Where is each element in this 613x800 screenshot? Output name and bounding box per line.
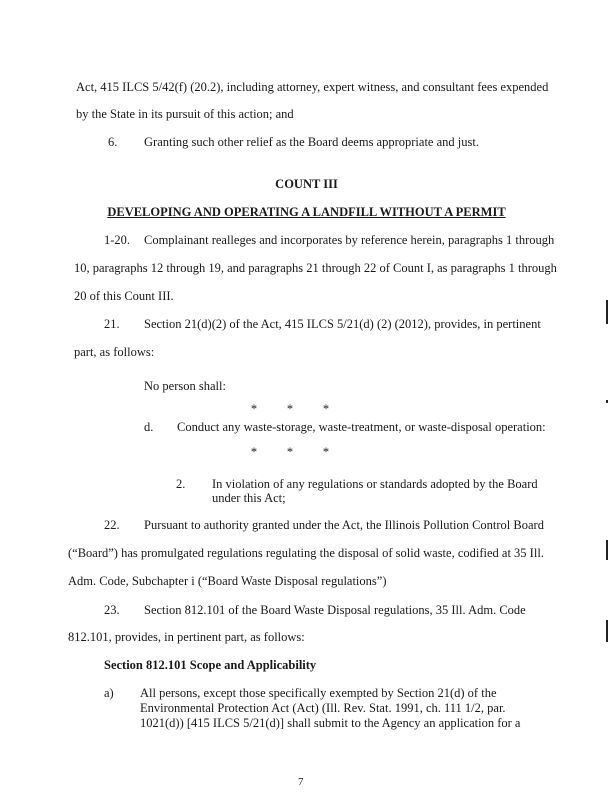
ellipsis-star: * <box>250 445 258 459</box>
page-number: 7 <box>298 776 304 788</box>
scan-edge-mark <box>606 400 608 403</box>
text-line: Section 21(d)(2) of the Act, 415 ILCS 5/21(d) (2) (2012), provides, in pertinent <box>144 317 541 331</box>
text-line: Pursuant to authority granted under the Act, the Illinois Pollution Control Board <box>144 518 544 532</box>
ellipsis-stars <box>236 402 344 417</box>
text-line: 20 of this Count III. <box>74 289 174 303</box>
scan-edge-mark <box>606 620 608 642</box>
quote-line: Conduct any waste-storage, waste-treatment, or waste-disposal operation: <box>177 420 546 434</box>
text-line: by the State in its pursuit of this action; and <box>76 107 294 121</box>
quote-item-number: 2. <box>176 477 186 491</box>
ellipsis-stars <box>236 445 344 460</box>
ellipsis-star: * <box>322 402 330 416</box>
text-line: 812.101, provides, in pertinent part, as follows: <box>68 630 305 644</box>
count-title: DEVELOPING AND OPERATING A LANDFILL WITHOUT A PERMIT <box>107 205 506 219</box>
ellipsis-star: * <box>286 402 294 416</box>
paragraph-number: 23. <box>104 603 120 617</box>
quote-line: Environmental Protection Act (Act) (Ill. Rev. Stat. 1991, ch. 111 1/2, par. <box>140 701 506 715</box>
text-line: Granting such other relief as the Board deems appropriate and just. <box>144 135 479 149</box>
scan-edge-mark <box>606 300 608 324</box>
quote-item-letter: a) <box>104 686 114 700</box>
text-line: Section 812.101 of the Board Waste Disposal regulations, 35 Ill. Adm. Code <box>144 603 526 617</box>
ellipsis-star: * <box>322 445 330 459</box>
text-line: 10, paragraphs 12 through 19, and paragraphs 21 through 22 of Count I, as paragraphs 1 through <box>74 261 557 275</box>
paragraph-number: 1-20. <box>104 233 131 247</box>
text-line: Adm. Code, Subchapter i (“Board Waste Disposal regulations”) <box>68 574 387 588</box>
count-heading: COUNT III <box>275 177 338 191</box>
section-heading: Section 812.101 Scope and Applicability <box>104 658 317 672</box>
text-line: Complainant realleges and incorporates by reference herein, paragraphs 1 through <box>144 233 555 247</box>
text-line: part, as follows: <box>74 345 155 359</box>
quote-line: In violation of any regulations or standards adopted by the Board <box>212 477 538 491</box>
quote-line: 1021(d)) [415 ILCS 5/21(d)] shall submit to the Agency an application for a <box>140 716 521 730</box>
text-line: Act, 415 ILCS 5/42(f) (20.2), including attorney, expert witness, and consultant fees expended <box>76 80 549 94</box>
ellipsis-star: * <box>250 402 258 416</box>
scan-edge-mark <box>606 540 608 560</box>
ellipsis-star: * <box>286 445 294 459</box>
paragraph-number: 21. <box>104 317 120 331</box>
quote-line: All persons, except those specifically exempted by Section 21(d) of the <box>140 686 497 700</box>
paragraph-number: 22. <box>104 518 120 532</box>
quote-line: under this Act; <box>212 491 286 505</box>
quote-item-letter: d. <box>144 420 154 434</box>
paragraph-number: 6. <box>108 135 118 149</box>
quote-line: No person shall: <box>144 379 226 393</box>
text-line: (“Board”) has promulgated regulations regulating the disposal of solid waste, codified at 35 Ill. <box>68 546 544 560</box>
